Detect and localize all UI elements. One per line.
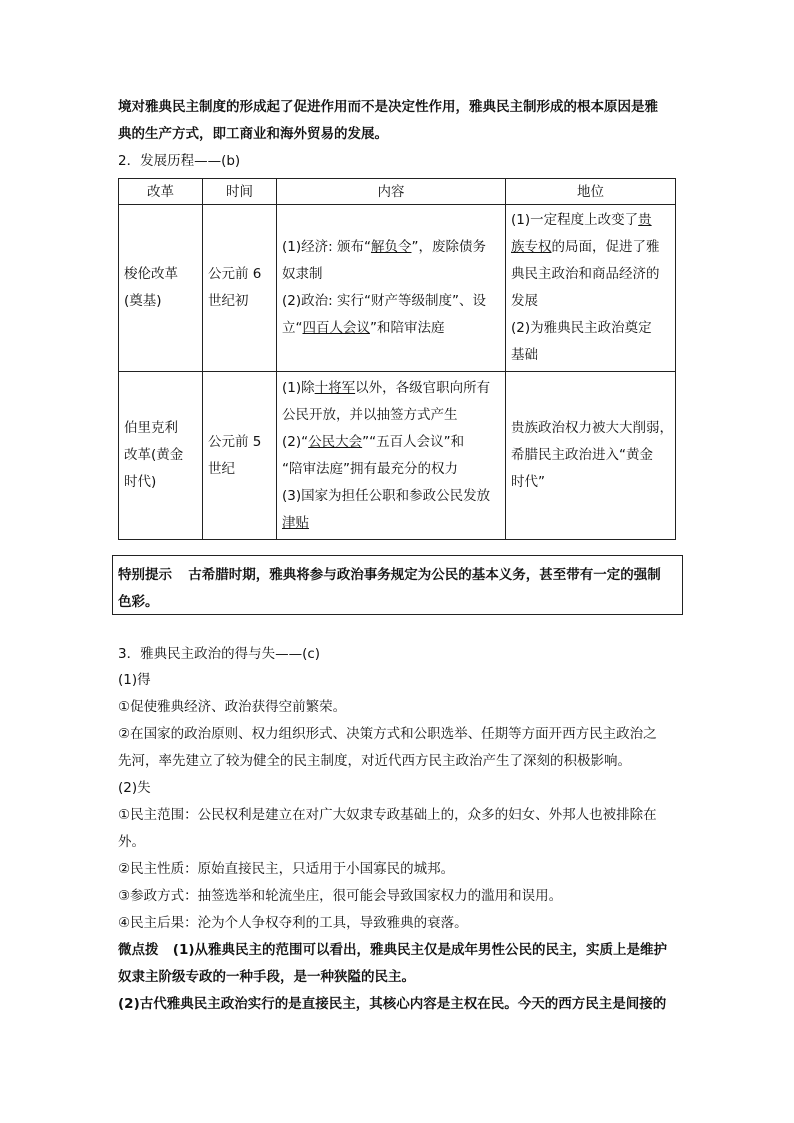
loss-item-1-line-2: 外。 xyxy=(118,834,145,850)
cell-text: (1)除 xyxy=(282,379,315,396)
underlined-term: 公民大会 xyxy=(308,433,363,450)
reform-content-cell-line xyxy=(282,483,500,510)
cell-text: (2)为雅典民主政治奠定 xyxy=(511,320,652,336)
cell-text: 希腊民主政治进入“黄金 xyxy=(511,447,653,463)
table-row xyxy=(119,372,676,540)
reform-content-cell-line xyxy=(282,375,500,402)
cell-text: 基础 xyxy=(511,347,538,363)
tip-label: 特别提示 xyxy=(118,567,172,583)
underlined-term: 津贴 xyxy=(282,514,309,531)
gain-item-2-line-2: 先河，率先建立了较为健全的民主制度，对近代西方民主政治产生了深刻的积极影响。 xyxy=(118,753,631,769)
cell-text: ”，废除债务 xyxy=(411,239,486,255)
reform-name-cell xyxy=(119,372,203,540)
header-status: 地位 xyxy=(506,179,676,205)
reform-status-cell-line xyxy=(511,288,670,315)
reform-time-cell-line: 公元前 5 xyxy=(208,433,262,450)
reform-status-cell-line xyxy=(511,234,670,261)
cell-text: (2)“ xyxy=(282,433,309,450)
loss-item-2: ②民主性质：原始直接民主，只适用于小国寡民的城邦。 xyxy=(118,861,455,877)
loss-item-4: ④民主后果：沦为个人争权夺利的工具，导致雅典的衰落。 xyxy=(118,915,468,931)
cell-text: 以外，各级官职向所有 xyxy=(355,379,491,396)
reform-name-cell-line: 时代) xyxy=(124,474,157,490)
reform-time-cell-line: 世纪初 xyxy=(208,293,249,309)
micro-tip-line-2: 奴隶主阶级专政的一种手段，是一种狭隘的民主。 xyxy=(118,969,415,985)
gain-item-1: ①促使雅典经济、政治获得空前繁荣。 xyxy=(118,699,347,715)
reform-time-cell xyxy=(203,372,277,540)
header-content: 内容 xyxy=(277,179,506,205)
header-time: 时间 xyxy=(203,179,277,205)
section-3-heading: 3．雅典民主政治的得与失——(c) xyxy=(118,646,321,662)
micro-tip-label: 微点拨 xyxy=(118,942,159,958)
cell-text: ”和陪审法庭 xyxy=(370,320,445,336)
cell-text: ”“五百人会议”和 xyxy=(362,433,465,450)
loss-heading: (2)失 xyxy=(118,780,151,796)
loss-item-3: ③参政方式：抽签选举和轮流坐庄，很可能会导致国家权力的滥用和误用。 xyxy=(118,888,563,904)
reform-status-cell-line xyxy=(511,415,673,442)
reform-status-cell xyxy=(506,205,676,372)
reform-time-cell-line: 世纪 xyxy=(208,460,235,477)
reform-status-cell-line xyxy=(511,315,670,342)
reform-content-cell-line xyxy=(282,315,500,342)
cell-text: 贵族政治权力被大大削弱， xyxy=(511,420,673,436)
cell-text: (3)国家为担任公职和参政公民发放 xyxy=(282,487,491,504)
gain-heading: (1)得 xyxy=(118,672,151,688)
section-2-heading: 2．发展历程——(b) xyxy=(118,153,241,169)
reform-content-cell xyxy=(277,205,506,372)
reform-time-cell-line: 公元前 6 xyxy=(208,266,262,282)
reform-status-cell-line xyxy=(511,342,670,369)
reform-content-cell-line xyxy=(282,288,500,315)
cell-text: “陪审法庭”拥有最充分的权力 xyxy=(282,460,458,477)
reform-content-cell-line xyxy=(282,402,500,429)
cell-text: 奴隶制 xyxy=(282,266,323,282)
cell-text: (1)经济: 颁布“ xyxy=(282,239,371,255)
reform-name-cell-line: 改革(黄金 xyxy=(124,447,184,463)
intro-line-1: 境对雅典民主制度的形成起了促进作用而不是决定性作用，雅典民主制形成的根本原因是雅 xyxy=(118,99,658,115)
underlined-term: 十将军 xyxy=(314,379,356,396)
reform-name-cell xyxy=(119,205,203,372)
reform-table xyxy=(118,178,676,540)
micro-tip-line-3: (2)古代雅典民主政治实行的是直接民主，其核心内容是主权在民。今天的西方民主是间接的 xyxy=(118,996,667,1012)
cell-text: 时代” xyxy=(511,474,545,490)
intro-line-2: 典的生产方式，即工商业和海外贸易的发展。 xyxy=(118,126,388,142)
cell-text: 的局面，促进了雅 xyxy=(551,239,660,255)
underlined-term: 解负令 xyxy=(370,239,412,255)
reform-name-cell-line: 梭伦改革 xyxy=(124,266,178,282)
tip-text-2: 色彩。 xyxy=(118,594,159,610)
reform-status-cell-line xyxy=(511,442,670,469)
reform-content-cell-line xyxy=(282,261,500,288)
micro-tip-line-1 xyxy=(118,940,667,960)
reform-content-cell-line xyxy=(282,456,500,483)
loss-item-1-line-1: ①民主范围：公民权利是建立在对广大奴隶专政基础上的，众多的妇女、外邦人也被排除在 xyxy=(118,807,657,823)
underlined-term: 族专权 xyxy=(511,239,552,255)
reform-name-cell-line: 伯里克利 xyxy=(124,420,178,436)
cell-text: 典民主政治和商品经济的 xyxy=(511,266,660,282)
underlined-term: 贵 xyxy=(638,212,652,228)
cell-text: (1)一定程度上改变了 xyxy=(511,212,639,228)
underlined-term: 四百人会议 xyxy=(302,320,370,336)
reform-content-cell xyxy=(277,372,506,540)
reform-name-cell-line: (奠基) xyxy=(124,293,162,309)
reform-content-cell-line xyxy=(282,234,500,261)
reform-status-cell-line xyxy=(511,261,670,288)
reform-status-cell xyxy=(506,372,676,540)
reform-time-cell xyxy=(203,205,277,372)
special-tip-box xyxy=(112,555,683,615)
reform-content-cell-line xyxy=(282,429,500,456)
tip-text-1: 古希腊时期，雅典将参与政治事务规定为公民的基本义务，甚至带有一定的强制 xyxy=(188,567,661,583)
cell-text: 公民开放，并以抽签方式产生 xyxy=(282,406,458,423)
header-reform: 改革 xyxy=(119,179,203,205)
reform-content-cell-line xyxy=(282,510,500,537)
cell-text: (2)政治: 实行“财产等级制度”、设 xyxy=(282,293,486,309)
table-header-row xyxy=(119,179,676,205)
cell-text: 立“ xyxy=(282,320,303,336)
cell-text: 发展 xyxy=(511,293,538,309)
micro-tip-text-1: (1)从雅典民主的范围可以看出，雅典民主仅是成年男性公民的民主，实质上是维护 xyxy=(172,942,668,958)
table-row xyxy=(119,205,676,372)
reform-status-cell-line xyxy=(511,207,670,234)
reform-status-cell-line xyxy=(511,469,670,496)
gain-item-2-line-1: ②在国家的政治原则、权力组织形式、决策方式和公职选举、任期等方面开西方民主政治之 xyxy=(118,726,657,742)
